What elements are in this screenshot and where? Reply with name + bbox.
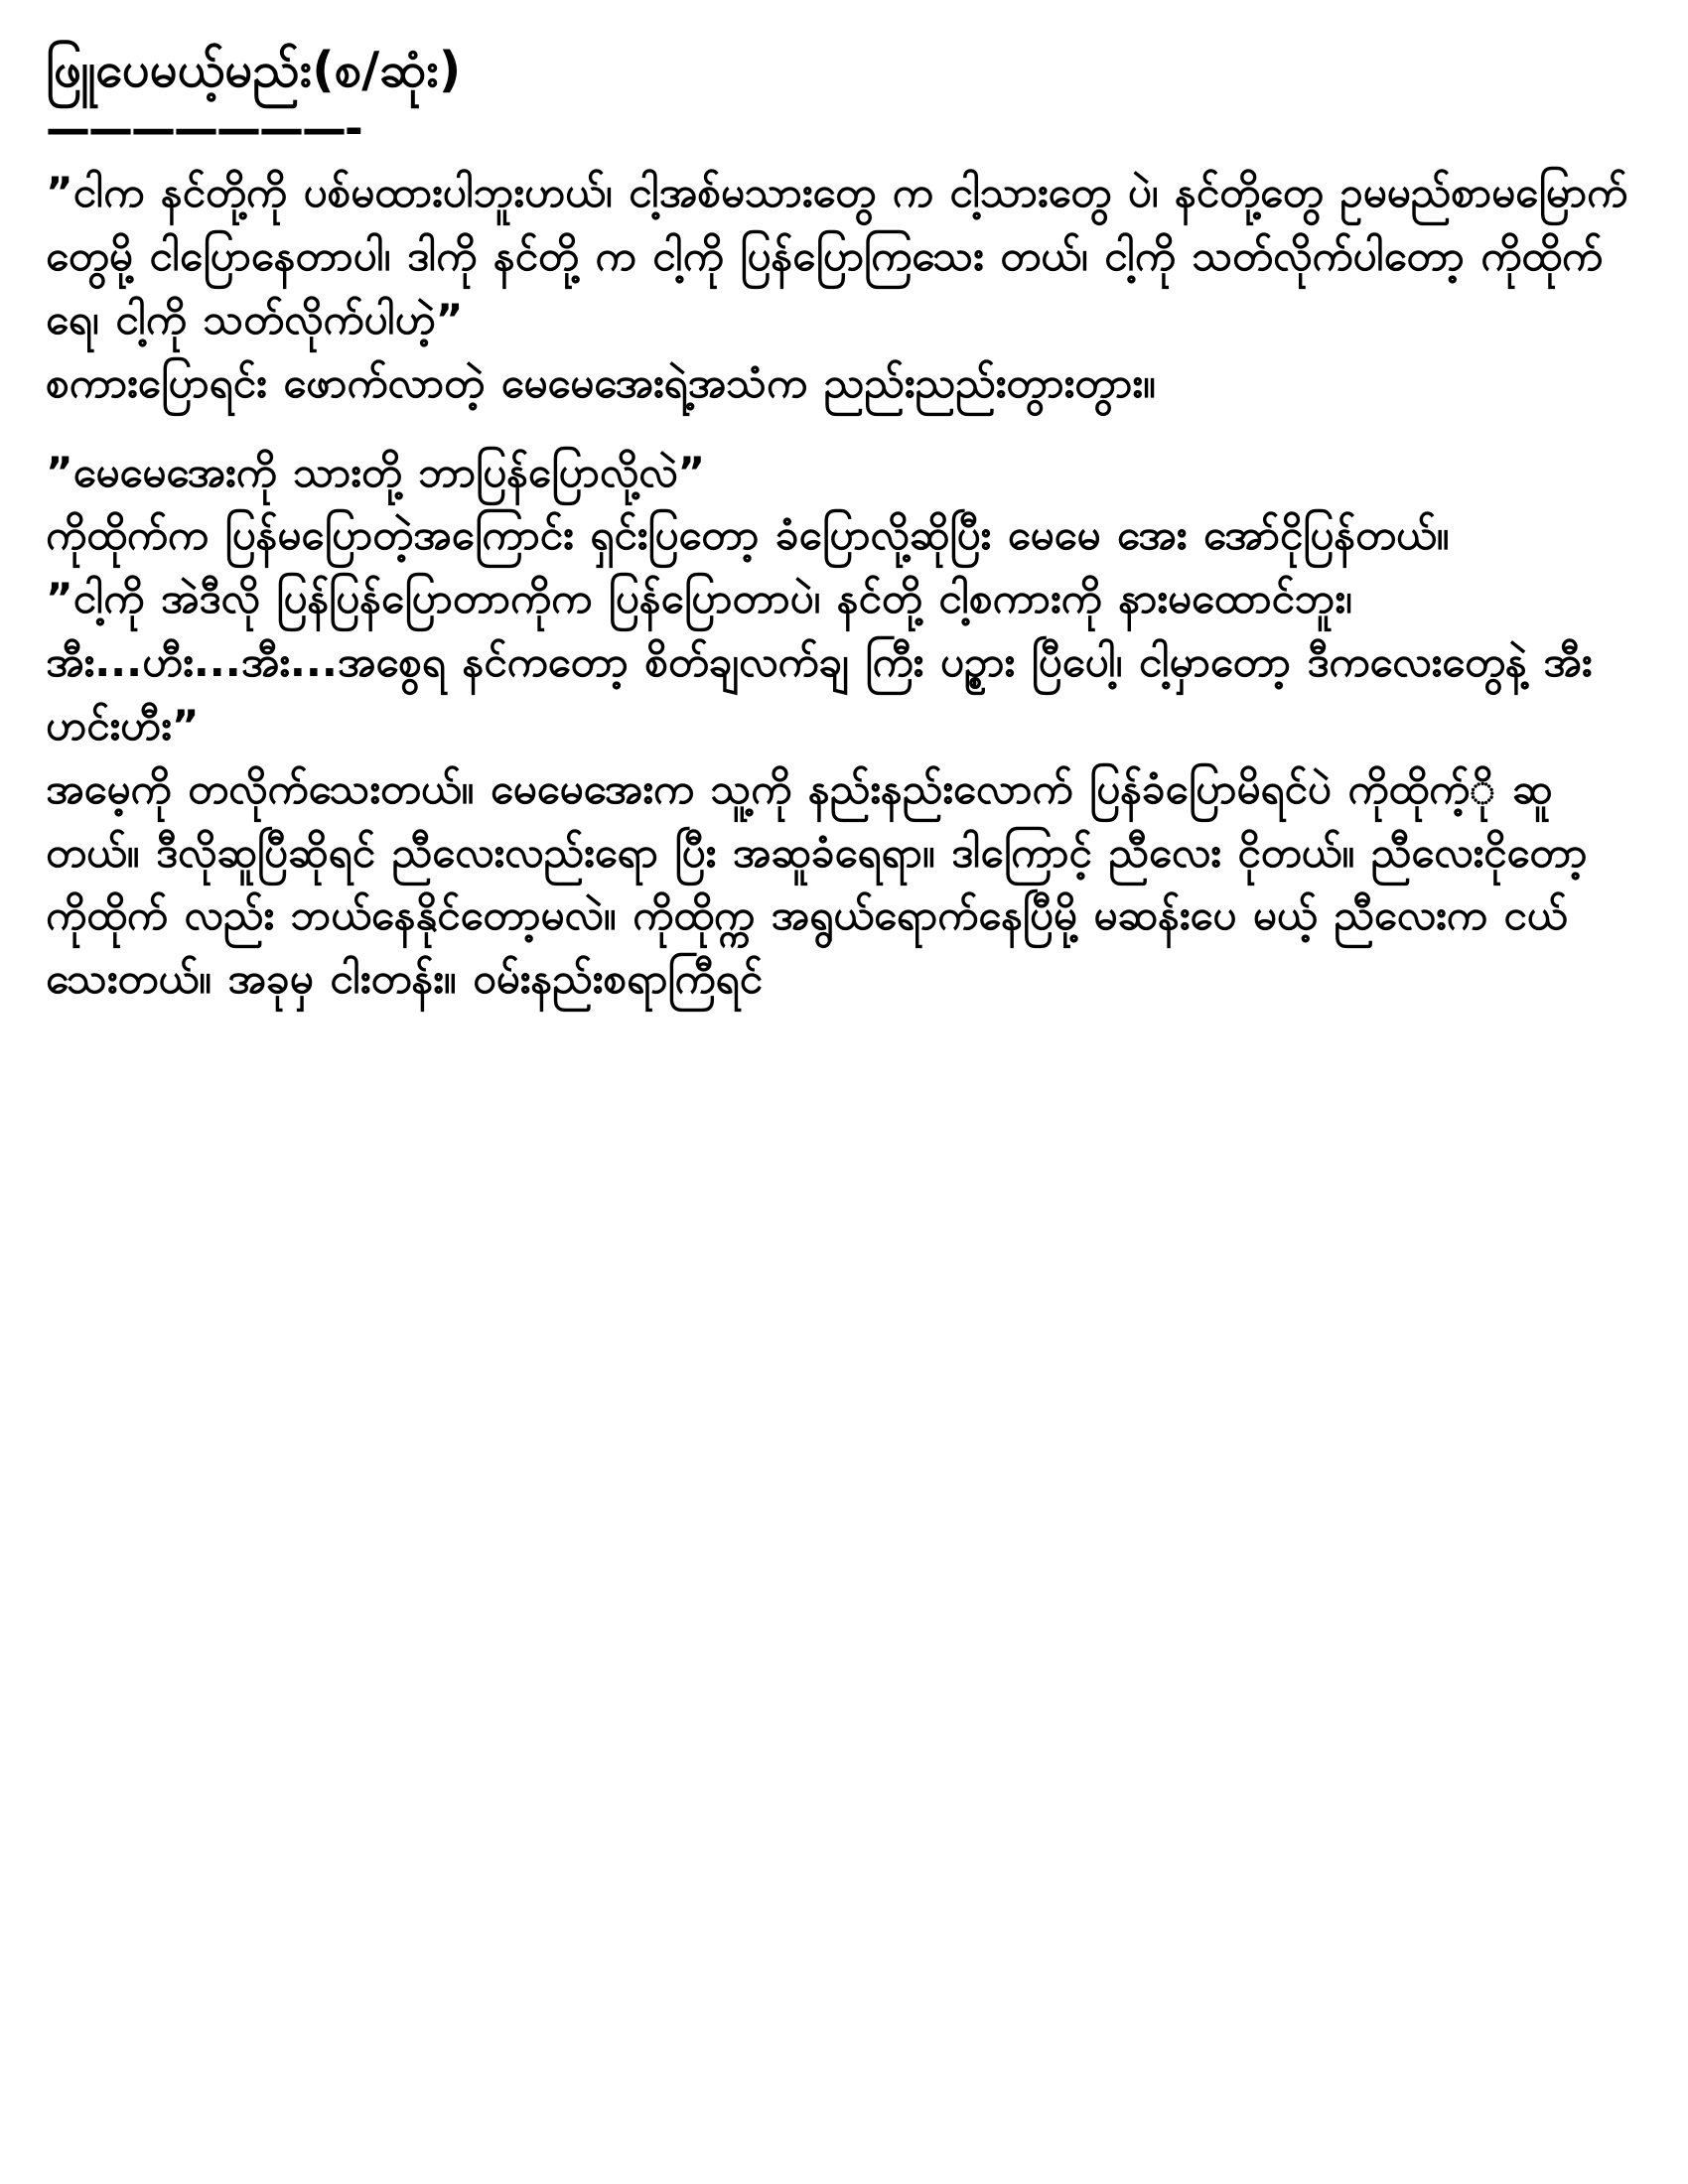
title-divider: ———————- [46,102,361,156]
paragraph-2: စကားပြောရင်း ဖောက်လာတဲ့ မေမေအေးရဲ့အသံက ညည်းညည်းတွားတွား။ [46,357,1156,407]
paragraph-3: ”မေမေအေးကို သားတို့ ဘာပြန်ပြောလို့လဲ” [46,447,706,496]
paragraph-4: ကိုထိုက်က ပြန်မပြောတဲ့အကြောင်း ရှင်းပြတော့ ခံပြောလို့ဆိုပြီး မေမေ အေး အော်ငိုပြန်တယ်။ [46,510,1450,560]
paragraph-spacer [46,415,1636,441]
paragraph-1: ”ငါက နင်တို့ကို ပစ်မထားပါဘူးဟယ်၊ ငါ့အစ်မသားတွေ က ငါ့သားတွေ ပဲ၊ နင်တို့တွေ ဥမမည်စာမမြောက်တွေမို့ ငါပြောနေတာပါ၊ ဒါကို နင်တို့ က ငါ့ကို ပြန်ပြောကြသေး တယ်၊ ငါ့ကို သတ်လိုက်ပါတော့ ကိုထိုက် ရေ၊ ငါ့ကို သတ်လိုက်ပါဟဲ့” [46,168,1628,343]
page-title: ဖြူပေမယ့်မည်း(စ/ဆုံး) [46,42,462,98]
paragraph-5: ”ငါ့ကို အဲဒီလို ပြန်ပြန်ပြောတာကိုက ပြန်ပြောတာပဲ၊ နင်တို့ ငါ့စကားကို နားမထောင်ဘူး၊ အီး...ဟီး...အီး...အစွေရ နင်ကတော့ စိတ်ချလက်ချ ကြီး ပဉ္စား ပြီပေါ့၊ ငါ့မှာတော့ ဒီကလေးတွေနဲ့ အီးဟင်းဟီး” [46,574,1593,750]
paragraph-6: အမေ့ကို တလိုက်သေးတယ်။ မေမေအေးက သူ့ကို နည်းနည်းလောက် ပြန်ခံပြောမိရင်ပဲ ကိုထိုက့်ို ဆူတယ်။ ဒီလိုဆူပြီဆိုရင် ညီလေးလည်းရော ပြီး အဆူခံရေရာ။ ဒါကြောင့် ညီလေး ငိုတယ်။ ညီလေးငိုတော့ ကိုထိုက် လည်း ဘယ်နေနိုင်တော့မလဲ။ ကိုထိုက္က အရွယ်ရောက်နေပြီမို့ မဆန်းပေ မယ့် ညီလေးက ငယ်သေးတယ်။ အခုမှ ငါးတန်း။ ဝမ်းနည်းစရာကြီရင် [46,763,1588,1004]
